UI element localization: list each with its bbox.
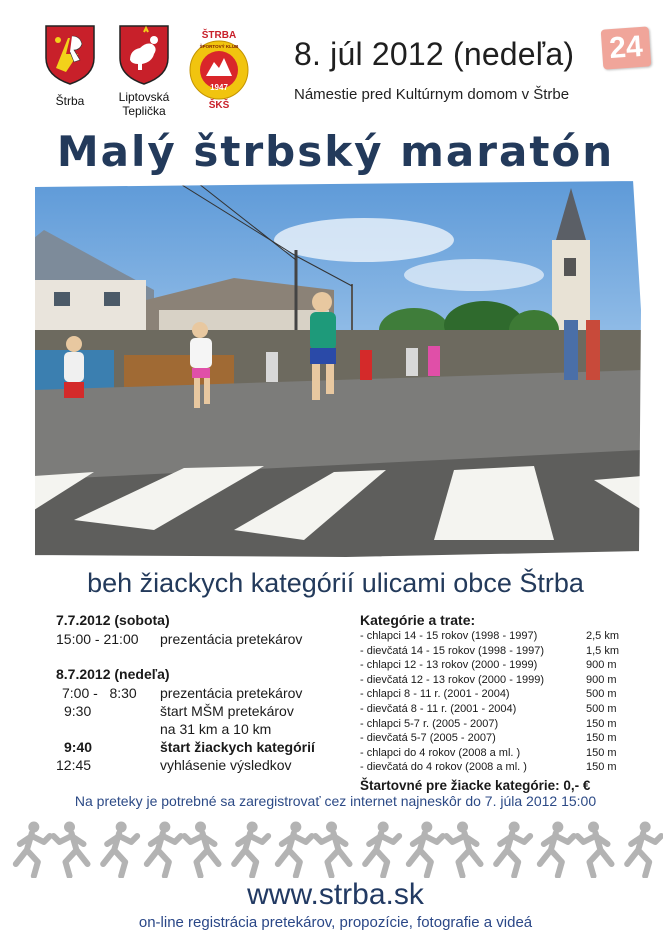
schedule-row — [56, 631, 356, 649]
category-row — [360, 703, 626, 718]
category-row — [360, 674, 626, 689]
runner-silhouette-icon — [278, 822, 312, 876]
runner-silhouette-icon — [54, 822, 88, 876]
category-name: - dievčatá 5-7 (2005 - 2007) — [360, 732, 496, 745]
club-logo-year: 1947 — [210, 83, 228, 92]
category-name: - chlapci do 4 rokov (2008 a ml. ) — [360, 746, 521, 759]
category-row — [360, 718, 626, 733]
schedule-day1-label: 7.7.2012 (sobota) — [56, 612, 170, 628]
category-row — [360, 630, 626, 645]
category-row — [360, 659, 626, 674]
24-badge: 24 — [601, 26, 652, 69]
schedule-row — [56, 757, 356, 775]
runner-silhouette-icon — [578, 822, 612, 876]
category-name: - dievčatá 8 - 11 r. (2001 - 2004) — [360, 702, 517, 715]
runner-silhouette-icon — [16, 822, 50, 876]
runner-silhouette-icon — [316, 822, 350, 876]
schedule-row — [56, 721, 356, 739]
schedule-time: 7:00 - 8:30 — [62, 685, 137, 701]
category-row — [360, 747, 626, 762]
runner-silhouette-icon — [234, 822, 268, 876]
category-name: - chlapci 12 - 13 rokov (2000 - 1999) — [360, 659, 538, 672]
event-date: 8. júl 2012 (nedeľa) — [294, 36, 575, 72]
runner-silhouette-icon — [365, 822, 399, 876]
runner-silhouette-icon — [103, 822, 137, 876]
runner-silhouette-icon — [409, 822, 443, 876]
strba-label: Štrba — [55, 94, 85, 108]
schedule-time: 9:30 — [64, 703, 92, 719]
schedule-row — [56, 703, 356, 721]
category-distance: 900 m — [586, 659, 617, 672]
category-name: - chlapci 14 - 15 rokov (1998 - 1997) — [360, 630, 538, 642]
categories-heading: Kategórie a trate: — [360, 612, 476, 628]
category-distance: 1,5 km — [586, 644, 620, 657]
category-name: - chlapci 8 - 11 r. (2001 - 2004) — [360, 688, 510, 701]
category-row — [360, 645, 626, 660]
category-distance: 150 m — [586, 746, 617, 759]
category-distance: 500 m — [586, 688, 617, 701]
category-distance: 2,5 km — [586, 630, 620, 642]
sports-club-logo — [188, 28, 250, 115]
schedule-desc: prezentácia pretekárov — [160, 631, 303, 647]
category-row — [360, 688, 626, 703]
category-distance: 900 m — [586, 673, 617, 686]
category-name: - dievčatá do 4 rokov (2008 a ml. ) — [360, 761, 527, 774]
runner-silhouettes — [8, 818, 663, 878]
schedule-desc: štart MŠM pretekárov — [160, 703, 294, 719]
category-distance: 150 m — [586, 761, 617, 774]
liptovska-teplicka-coat-of-arms — [118, 24, 170, 91]
schedule-time: 15:00 - 21:00 — [56, 631, 139, 647]
club-logo-bottom-text: ŠKŠ — [208, 100, 230, 110]
website-link[interactable]: www.strba.sk — [247, 878, 424, 911]
category-name: - dievčatá 12 - 13 rokov (2000 - 1999) — [360, 673, 545, 686]
runner-silhouette-icon — [627, 822, 661, 876]
category-row — [360, 732, 626, 747]
runner-silhouette-icon — [540, 822, 574, 876]
category-distance: 500 m — [586, 702, 617, 715]
category-distance: 150 m — [586, 717, 617, 730]
schedule-desc: na 31 km a 10 km — [160, 721, 272, 737]
schedule-desc: prezentácia pretekárov — [160, 685, 303, 701]
schedule-desc: štart žiackych kategórií — [160, 739, 315, 755]
club-logo-top-text: ŠTRBA — [201, 30, 237, 41]
race-photo — [34, 180, 642, 560]
event-venue: Námestie pred Kultúrnym domom v Štrbe — [294, 86, 570, 103]
category-row — [360, 761, 626, 776]
club-logo-ring-text: ŠPORTOVÝ KLUB — [199, 44, 239, 49]
category-name: - dievčatá 14 - 15 rokov (1998 - 1997) — [360, 644, 545, 657]
runner-silhouette-icon — [496, 822, 530, 876]
category-name: - chlapci 5-7 r. (2005 - 2007) — [360, 717, 499, 730]
liptovska-teplicka-label: Liptovská Teplička — [118, 90, 170, 118]
entry-fee: Štartovné pre žiacke kategórie: 0,- € — [360, 777, 591, 793]
website-tagline: on-line registrácia pretekárov, propozície, fotografie a videá — [138, 914, 533, 931]
registration-notice: Na preteky je potrebné sa zaregistrovať cez internet najneskôr do 7. júla 2012 15:00 — [74, 793, 597, 809]
schedule-desc: vyhlásenie výsledkov — [160, 757, 292, 773]
categories-table — [360, 612, 626, 793]
schedule-day2-label: 8.7.2012 (nedeľa) — [56, 666, 170, 682]
runner-silhouette-icon — [185, 822, 219, 876]
category-distance: 150 m — [586, 732, 617, 745]
schedule-row — [56, 739, 356, 757]
schedule-time: 12:45 — [56, 757, 92, 773]
page-title: Malý štrbský maratón — [56, 127, 615, 176]
schedule-time: 9:40 — [64, 739, 93, 755]
runner-silhouette-icon — [447, 822, 481, 876]
runner-silhouette-icon — [147, 822, 181, 876]
event-subtitle: beh žiackych kategórií ulicami obce Štrba — [87, 568, 584, 598]
schedule-row — [56, 685, 356, 703]
strba-coat-of-arms — [44, 24, 96, 91]
schedule — [56, 612, 356, 775]
